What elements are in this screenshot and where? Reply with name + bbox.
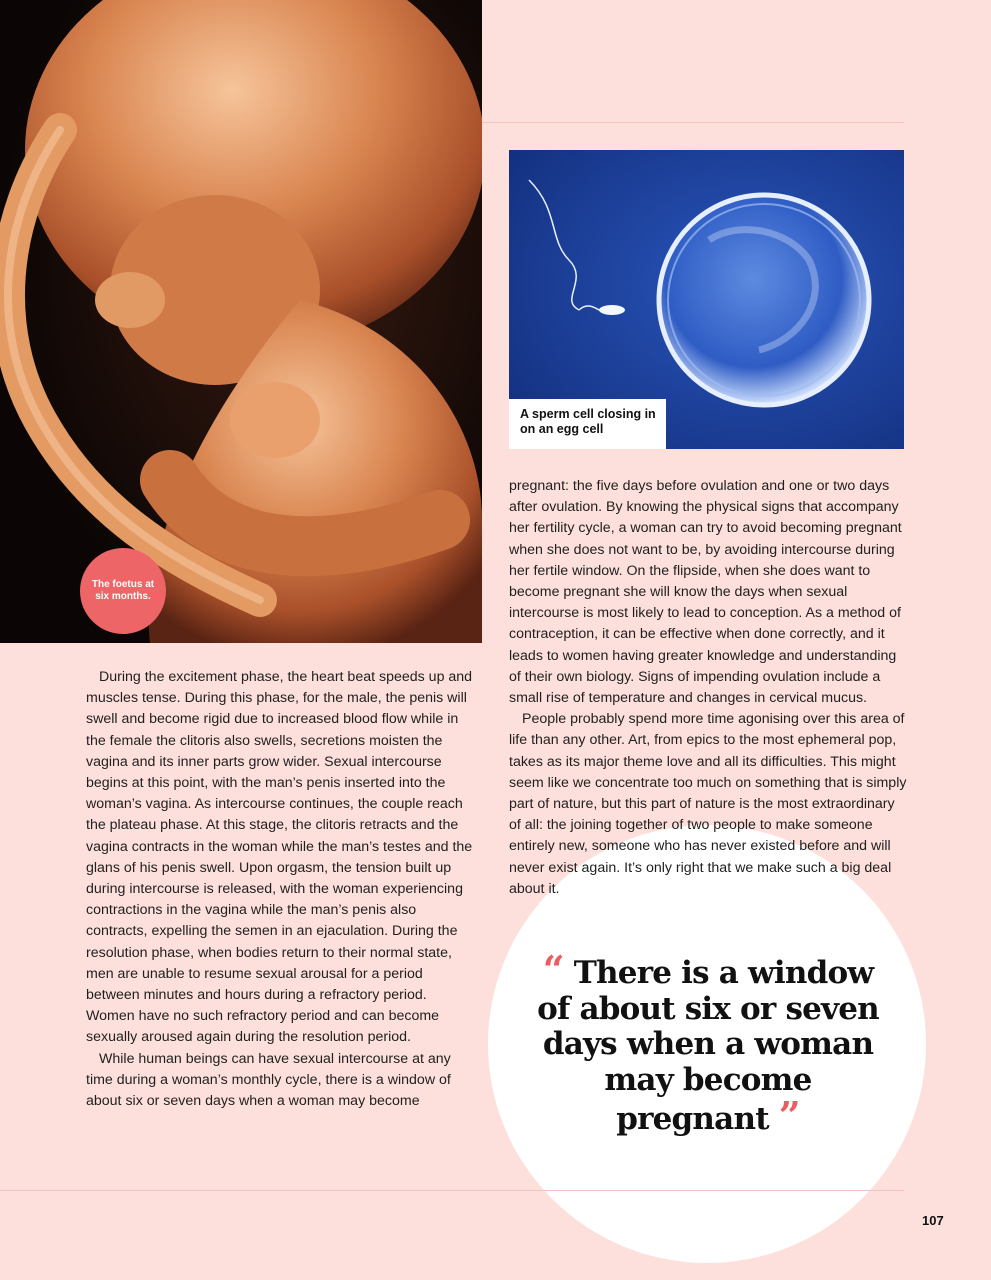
- sperm-egg-photo: [509, 150, 904, 449]
- foetus-illustration: [0, 0, 482, 643]
- paragraph: While human beings can have sexual intercourse at any time during a woman’s monthly cycle, there is a window of about six or seven days when a woman may become: [86, 1050, 451, 1110]
- foetus-caption: The foetus at six months.: [80, 548, 166, 634]
- body-column-left: [86, 667, 478, 1112]
- pull-quote-text: There is a window of about six or seven days when a woman may become pregnant: [537, 955, 879, 1137]
- foetus-artwork: [0, 0, 482, 643]
- page-number: 107: [922, 1213, 944, 1228]
- top-divider: [482, 122, 904, 123]
- paragraph: During the excitement phase, the heart beat speeds up and muscles tense. During this phase, for the male, the penis will swell and become rigid due to increased blood flow while in the female the clitoris also swells, secretions moisten the vagina and its inner parts grow wider. Sexual intercourse begins at this point, with the man’s penis inserted into the woman’s vagina. As intercourse continues, the couple reach the plateau phase. At this stage, the clitoris retracts and the vagina contracts in the woman while the man’s testes and the glans of his penis swell. Upon orgasm, the tension built up during intercourse is released, with the woman experiencing contractions in the vagina while the man’s penis also contracts, expelling the semen in an ejaculation. During the resolution phase, when bodies return to their normal state, men are unable to resume sexual arousal for a period between minutes and hours during a refractory period. Women have no such refractory period and can become sexually aroused again during the resolution period.: [86, 669, 473, 1046]
- paragraph: People probably spend more time agonising over this area of life than any other. Art, from epics to the most ephemeral pop, takes as its major theme love and all its difficulties. This might seem like we concentrate too much on something that is simply part of nature, but this part of nature is the most extraordinary of all: the joining together of two people to make someone entirely new, someone who has never existed before and will never exist again. It’s only right that we make such a big deal about it.: [509, 711, 907, 897]
- body-column-right: [509, 476, 907, 900]
- bottom-divider: [0, 1190, 904, 1191]
- close-quote-mark: ”: [778, 1093, 800, 1138]
- pull-quote: [528, 947, 888, 1138]
- cell-caption: A sperm cell closing in on an egg cell: [509, 399, 666, 449]
- paragraph: pregnant: the five days before ovulation and one or two days after ovulation. By knowing the physical signs that accompany her fertility cycle, a woman can try to avoid becoming pregnant when she does not want to be, by avoiding intercourse during her fertile window. On the flipside, when she does want to become pregnant she will know the days when sexual intercourse is most likely to lead to conception. As a method of contraception, it can be effective when done correctly, and it leads to women having greater knowledge and understanding of their own biology. Signs of impending ovulation include a small rise of temperature and changes in cervical mucus.: [509, 478, 902, 707]
- open-quote-mark: “: [542, 947, 564, 992]
